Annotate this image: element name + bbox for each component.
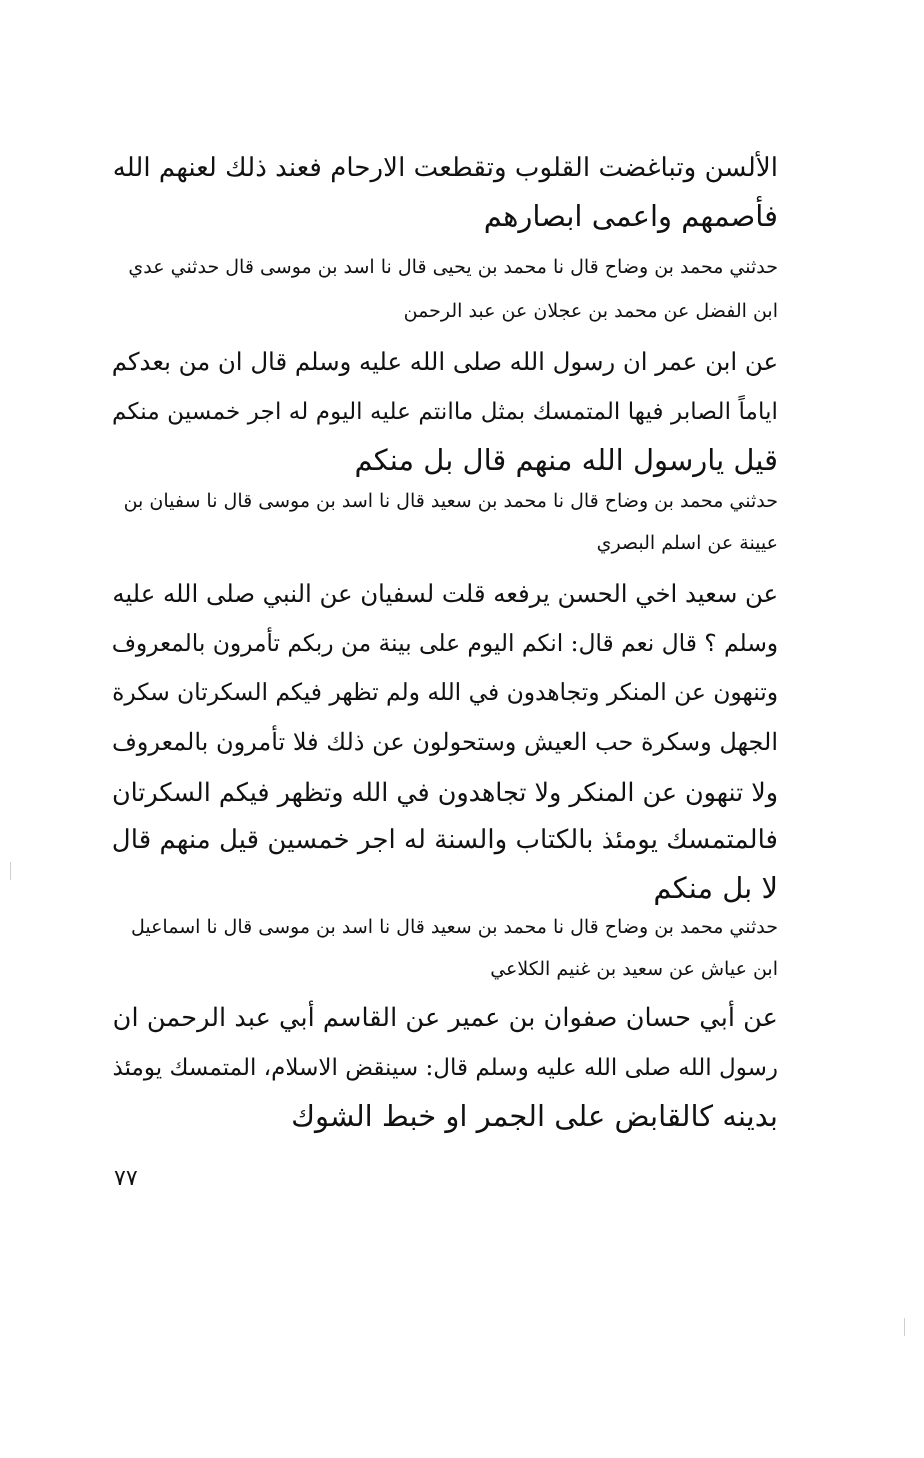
text-line: فالمتمسك يومئذ بالكتاب والسنة له اجر خمسين قيل منهم قال bbox=[111, 825, 778, 855]
page-number: ٧٧ bbox=[114, 1166, 138, 1191]
isnad-line: حدثني محمد بن وضاح قال نا محمد بن سعيد قال نا اسد بن موسى قال نا اسماعيل bbox=[130, 916, 778, 938]
text-line: عن سعيد اخي الحسن يرفعه قلت لسفيان عن النبي صلى الله عليه bbox=[112, 579, 778, 608]
text-line: رسول الله صلى الله عليه وسلم قال: سينقض الاسلام، المتمسك يومئذ bbox=[112, 1055, 778, 1081]
scan-edge-mark bbox=[10, 862, 11, 880]
text-line: عن ابن عمر ان رسول الله صلى الله عليه وسلم قال ان من بعدكم bbox=[111, 347, 778, 376]
text-line: الجهل وسكرة حب العيش وستحولون عن ذلك فلا تأمرون بالمعروف bbox=[111, 728, 778, 756]
text-line: وتنهون عن المنكر وتجاهدون في الله ولم تظهر فيكم السكرتان سكرة bbox=[112, 678, 778, 706]
text-line: فأصمهم واعمى ابصارهم bbox=[483, 199, 778, 233]
isnad-line: ابن الفضل عن محمد بن عجلان عن عبد الرحمن bbox=[403, 300, 778, 322]
scan-edge-mark bbox=[904, 1318, 905, 1336]
text-line: وسلم ؟ قال نعم قال: انكم اليوم على بينة من ربكم تأمرون بالمعروف bbox=[111, 630, 778, 657]
text-line: قيل يارسول الله منهم قال بل منكم bbox=[354, 443, 778, 477]
text-line: الألسن وتباغضت القلوب وتقطعت الارحام فعند ذلك لعنهم الله bbox=[112, 153, 778, 183]
text-line: عن أبي حسان صفوان بن عمير عن القاسم أبي عبد الرحمن ان bbox=[112, 1003, 778, 1033]
text-line: لا بل منكم bbox=[653, 871, 778, 905]
text-line: ولا تنهون عن المنكر ولا تجاهدون في الله وتظهر فيكم السكرتان bbox=[111, 777, 778, 807]
text-line: اياماً الصابر فيها المتمسك بمثل ماانتم عليه اليوم له اجر خمسين منكم bbox=[112, 398, 778, 425]
text-line: بدينه كالقابض على الجمر او خبط الشوك bbox=[291, 1099, 778, 1133]
isnad-line: حدثني محمد بن وضاح قال نا محمد بن يحيى قال نا اسد بن موسى قال حدثني عدي bbox=[128, 256, 778, 278]
isnad-line: عيينة عن اسلم البصري bbox=[596, 532, 778, 554]
isnad-line: ابن عياش عن سعيد بن غنيم الكلاعي bbox=[490, 958, 778, 980]
isnad-line: حدثني محمد بن وضاح قال نا محمد بن سعيد قال نا اسد بن موسى قال نا سفيان بن bbox=[123, 490, 778, 512]
